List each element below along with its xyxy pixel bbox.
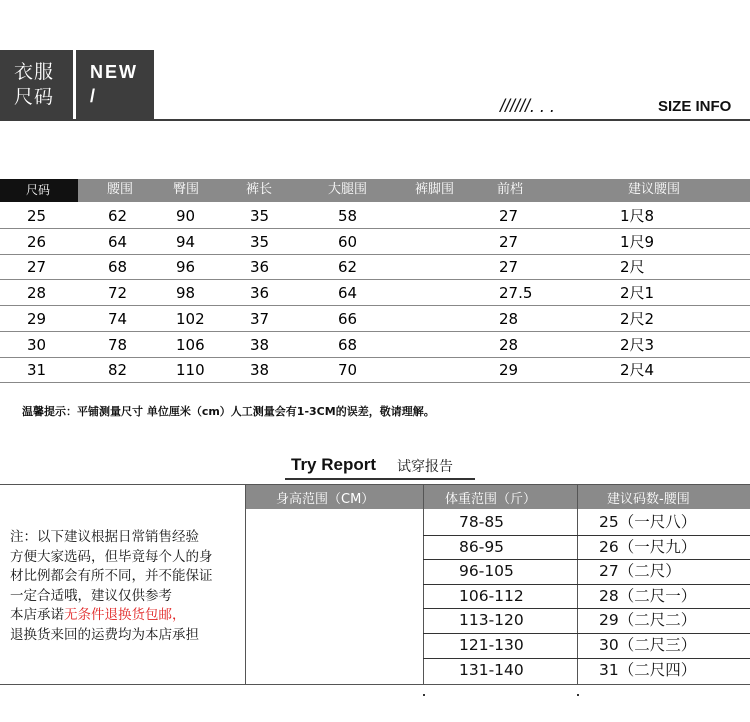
size-table-cell: 72 [108,284,128,303]
size-table-cell: 28 [499,309,519,328]
size-table-cell: 58 [338,207,358,225]
size-table-cell: 27 [27,258,47,277]
header-size-info: SIZE INFO [658,98,732,115]
size-table-row [0,280,750,306]
notice-free-return: 无条件退换货包邮， [64,607,186,624]
size-table-cell: 31 [27,361,47,380]
size-table-cell: 78 [108,335,128,354]
try-report-title: Try Report [291,455,377,474]
size-table-row [0,357,750,383]
size-table-cell: 35 [250,207,270,225]
suggested-size-cell: 31（二尺四） [599,660,697,679]
notice-line [10,606,240,626]
size-table-cell: 62 [108,207,128,225]
header-divider [0,119,750,121]
weight-range-cell: 113-120 [459,611,524,630]
size-table-row [0,254,750,280]
dot-mark [423,694,425,696]
size-table-cell: 82 [108,361,128,380]
suggested-size-cell: 27（二尺） [599,562,681,581]
size-table-cell: 26 [27,232,47,251]
size-table-cell: 2尺 [620,258,645,277]
size-table-row [0,229,750,255]
try-col-header: 建议码数-腰围 [607,492,690,507]
notice-line: 注：以下建议根据日常销售经验 [10,529,199,545]
try-col-header: 体重范围（斤） [445,492,537,507]
header-title [14,60,54,110]
try-report-notice [10,528,240,646]
notice-line: 一定合适哦，建议仅供参考 [10,587,172,604]
size-table-cell: 30 [27,335,47,354]
size-table-cell: 29 [499,361,519,380]
weight-range-cell: 96-105 [459,562,514,581]
try-col-divider [577,485,578,685]
size-row-divider [0,382,750,383]
header-new [90,60,138,108]
size-table-cell: 98 [176,284,196,303]
size-table-cell: 36 [250,284,270,303]
size-table-cell: 102 [176,309,205,328]
size-table-cell: 36 [250,258,270,277]
size-table-cell: 2尺4 [620,361,655,380]
header-new-line2: / [90,86,98,106]
try-row-divider [423,658,750,659]
size-table-cell: 2尺1 [620,284,655,303]
try-row-divider [423,535,750,536]
size-col-header: 前档 [497,182,524,197]
suggested-size-cell: 26（一尺九） [599,537,697,556]
size-table-cell: 70 [338,361,358,380]
try-col-divider [423,485,424,685]
measurement-note: 温馨提示：平铺测量尺寸 单位厘米（cm）人工测量会有1-3CM的误差，敬请理解。 [22,405,435,418]
size-table-cell: 27 [499,232,519,251]
size-table-cell: 106 [176,335,205,354]
size-table-cell: 1尺9 [620,232,655,251]
try-report-subtitle: 试穿报告 [397,459,453,475]
size-col-header: 尺码 [26,183,51,197]
suggested-size-cell: 25（一尺八） [599,513,697,531]
size-col-header: 裤长 [246,182,273,197]
header-title-line2: 尺码 [14,86,55,108]
size-table-cell: 64 [108,232,128,251]
size-col-header: 裤脚围 [415,182,455,197]
suggested-size-cell: 30（二尺三） [599,636,697,654]
size-table-cell: 74 [108,309,128,328]
size-table-cell: 28 [499,335,519,354]
size-table-cell: 38 [250,361,270,380]
try-col-divider [245,485,246,685]
size-table-cell: 60 [338,232,358,251]
size-col-header: 臀围 [173,182,200,197]
header-title-line1: 衣服 [14,61,55,83]
size-table-cell: 35 [250,232,270,251]
size-table-cell: 1尺8 [620,207,655,225]
suggested-size-cell: 29（二尺二） [599,611,697,630]
notice-promise-label: 本店承诺 [10,607,64,624]
dot-mark [577,694,579,696]
size-table-cell: 2尺2 [620,309,655,328]
size-table-cell: 27 [499,258,519,277]
notice-line: 材比例都会有所不同，并不能保证 [10,568,213,585]
notice-line: 方便大家选码，但毕竟每个人的身 [10,548,213,565]
try-report-underline [285,478,475,480]
size-table-cell: 62 [338,258,358,277]
try-col-header: 身高范围（CM） [276,492,375,507]
header-slashes: //////. . . [500,96,556,116]
size-table-row [0,203,750,229]
notice-line: 退换货来回的运费均为本店承担 [10,626,199,643]
size-table-row [0,332,750,358]
size-table-cell: 27 [499,207,519,225]
suggested-size-cell: 28（二尺一） [599,586,697,605]
size-table-cell: 25 [27,207,47,225]
try-report-bottom-border [0,684,750,685]
size-table-cell: 90 [176,207,196,225]
size-table-row [0,306,750,332]
size-table-cell: 94 [176,232,196,251]
try-row-divider [423,633,750,634]
weight-range-cell: 78-85 [459,513,505,531]
size-table-cell: 64 [338,284,358,303]
size-table-cell: 38 [250,335,270,354]
weight-range-cell: 121-130 [459,636,524,654]
size-table-cell: 110 [176,361,205,380]
size-table-cell: 66 [338,309,358,328]
size-table-cell: 37 [250,309,270,328]
weight-range-cell: 106-112 [459,586,524,605]
size-table-cell: 28 [27,284,47,303]
size-table-cell: 96 [176,258,196,277]
size-table-cell: 68 [338,335,358,354]
try-row-divider [423,608,750,609]
weight-range-cell: 131-140 [459,660,524,679]
size-table-cell: 29 [27,309,47,328]
size-table-cell: 2尺3 [620,335,655,354]
size-table-cell: 27.5 [499,284,533,303]
header-new-line1: NEW [90,62,138,82]
try-row-divider [423,584,750,585]
size-col-header: 腰围 [107,182,134,197]
size-col-header: 大腿围 [328,182,368,197]
try-row-divider [423,559,750,560]
size-table-cell: 68 [108,258,128,277]
size-col-header: 建议腰围 [628,182,681,197]
weight-range-cell: 86-95 [459,537,505,556]
